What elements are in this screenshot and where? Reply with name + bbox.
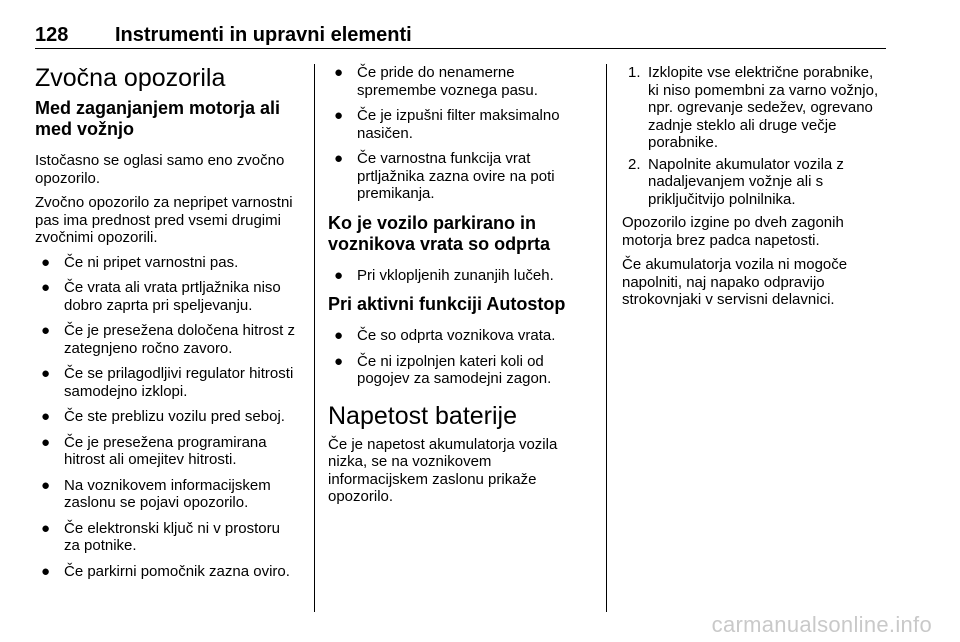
list-item-text: Če so odprta voznikova vrata.: [357, 327, 556, 344]
list-item: [328, 150, 582, 203]
bullet-icon: ●: [334, 107, 344, 124]
paragraph: Če je napetost akumulatorja vozila nizka, se na voznikovem informacijskem zaslonu prikaže opozorilo.: [328, 435, 558, 505]
list-item-text: Pri vklopljenih zunanjih lučeh.: [357, 266, 554, 284]
column-divider-1: [314, 64, 315, 612]
bullet-icon: ●: [334, 150, 344, 167]
bullet-icon: ●: [41, 433, 51, 451]
list-item-text: Če vrata ali vrata prtljažnika niso dobro zaprta pri speljevanju.: [64, 279, 281, 314]
step-item: [622, 64, 886, 152]
paragraph: Zvočno opozorilo za nepripet varnostni pas ima prednost pred vsemi drugimi zvočnimi opozorili.: [35, 194, 293, 246]
list-item-text: Če elektronski ključ ni v prostoru za potnike.: [64, 519, 280, 554]
list-item: [35, 520, 299, 555]
subheading-autostop: Pri aktivni funkciji Autostop: [328, 294, 566, 314]
step-item: [622, 156, 886, 209]
list-item-text: Če pride do nenamerne spremembe voznega pasu.: [357, 64, 538, 99]
column-3: [622, 64, 886, 316]
page-number: 128: [35, 24, 69, 46]
bullet-icon: ●: [41, 408, 51, 425]
page-header: [35, 20, 886, 49]
column-divider-2: [606, 64, 607, 612]
bullet-icon: ●: [41, 562, 51, 580]
bullet-icon: ●: [41, 279, 51, 296]
step-text: Napolnite akumulator vozila z nadaljevanjem vožnje ali s priključitvijo polnilnika.: [648, 155, 844, 208]
subheading-starting-driving: Med zaganjanjem motorja ali med vožnjo: [35, 98, 281, 139]
bullet-icon: ●: [41, 519, 51, 537]
list-item-text: Če je presežena določena hitrost z zategnjeno ročno zavoro.: [64, 322, 295, 357]
list-item-text: Če se prilagodljivi regulator hitrosti samodejno izklopi.: [64, 365, 294, 400]
list-item: [328, 327, 582, 345]
step-number: 2.: [628, 155, 641, 173]
list-item-text: Če je presežena programirana hitrost ali omejitev hitrosti.: [64, 433, 267, 468]
list-item: [35, 563, 299, 581]
bullet-list: [35, 254, 299, 581]
step-number: 1.: [628, 64, 641, 81]
list-item-text: Na voznikovem informacijskem zaslonu se pojavi opozorilo.: [64, 476, 271, 511]
bullet-icon: ●: [41, 322, 51, 339]
bullet-icon: ●: [334, 327, 344, 344]
list-item-text: Če ni pripet varnostni pas.: [64, 253, 239, 271]
paragraph: Če akumulatorja vozila ni mogoče napolniti, naj napako odpravijo strokovnjaki v servisni delavnici.: [622, 256, 848, 308]
list-item-text: Če ste preblizu vozilu pred seboj.: [64, 408, 285, 425]
numbered-list: [622, 64, 886, 208]
list-item: [328, 353, 582, 388]
section-heading-audible-warnings: Zvočna opozorila: [35, 64, 226, 92]
bullet-icon: ●: [41, 365, 51, 382]
list-item: [35, 477, 299, 512]
bullet-list: [328, 327, 582, 388]
list-item: [35, 279, 299, 314]
bullet-icon: ●: [41, 476, 51, 494]
bullet-icon: ●: [334, 352, 344, 370]
step-text: Izklopite vse električne porabnike, ki niso pomembni za varno vožnjo, npr. ogrevanje sedežev, ogrevano zadnje steklo ali druge večje porabnike.: [648, 64, 879, 151]
list-item: [35, 254, 299, 272]
list-item-text: Če ni izpolnjen kateri koli od pogojev za samodejni zagon.: [357, 352, 552, 387]
bullet-icon: ●: [334, 64, 344, 81]
paragraph: Opozorilo izgine po dveh zagonih motorja brez padca napetosti.: [622, 214, 844, 249]
list-item: [35, 434, 299, 469]
section-heading-battery-voltage: Napetost baterije: [328, 401, 518, 430]
column-1: [35, 64, 299, 590]
list-item-text: Če varnostna funkcija vrat prtljažnika zazna ovire na poti premikanja.: [357, 150, 555, 202]
bullet-icon: ●: [41, 253, 51, 271]
bullet-list: [328, 267, 582, 285]
list-item: [328, 107, 582, 142]
list-item: [328, 64, 582, 99]
subheading-parked: Ko je vozilo parkirano in voznikova vrata so odprta: [328, 212, 551, 254]
list-item-text: Če je izpušni filter maksimalno nasičen.: [357, 107, 560, 142]
column-2: [328, 64, 582, 513]
bullet-icon: ●: [334, 266, 344, 284]
list-item-text: Če parkirni pomočnik zazna oviro.: [64, 562, 290, 580]
list-item: [35, 408, 299, 426]
list-item: [35, 365, 299, 400]
bullet-list: [328, 64, 582, 203]
running-title: Instrumenti in upravni elementi: [115, 24, 412, 46]
paragraph: Istočasno se oglasi samo eno zvočno opozorilo.: [35, 152, 285, 187]
watermark: carmanualsonline.info: [711, 612, 932, 637]
list-item: [328, 267, 582, 285]
list-item: [35, 322, 299, 357]
